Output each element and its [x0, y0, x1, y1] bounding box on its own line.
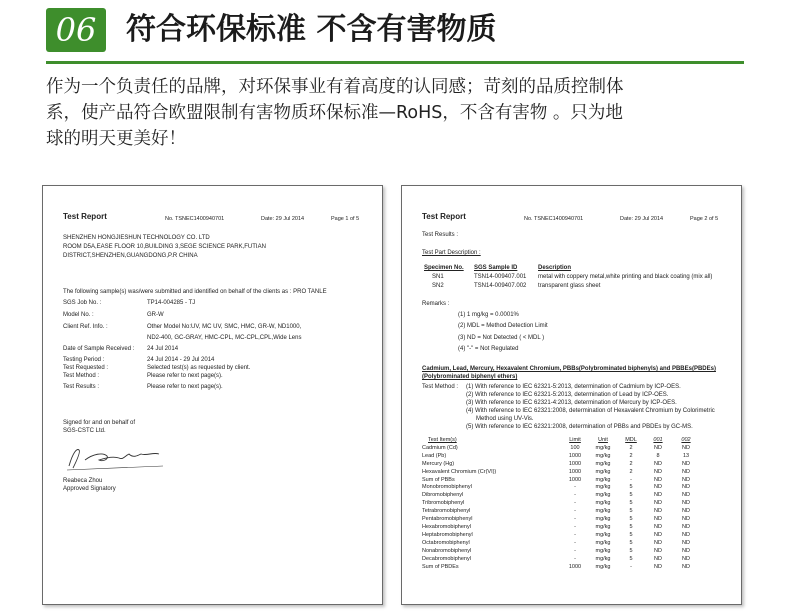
result-cell: -: [574, 516, 576, 523]
section-title: 符合环保标准 不含有害物质: [126, 12, 497, 47]
report-date: Date: 29 Jul 2014: [620, 216, 664, 222]
result-cell: ND: [682, 508, 690, 515]
field-value: ND2-400, GC-GRAY, HMC-CPL, MC-CPL,CPL,Wide Lens: [147, 335, 302, 341]
result-cell: ND: [654, 460, 662, 467]
report-title: Test Report: [63, 212, 107, 221]
result-cell: ND: [682, 444, 690, 451]
section-divider: [46, 61, 744, 64]
remarks-label: Remarks :: [422, 301, 450, 307]
result-cell: mg/kg: [595, 523, 611, 530]
result-cell: mg/kg: [595, 484, 611, 491]
test-item-cell: Decabromobiphenyl: [422, 555, 471, 562]
table-row: [422, 453, 700, 461]
test-item-cell: Heptabromobiphenyl: [422, 531, 473, 538]
table-row: [422, 524, 700, 532]
test-item-cell: Dibromobiphenyl: [422, 492, 464, 499]
field-label: Test Method :: [63, 373, 100, 379]
method-item: (5) With reference to IEC 62321:2008, determination of PBBs and PBDEs by GC-MS.: [466, 424, 693, 430]
field-value: 24 Jul 2014: [147, 346, 179, 352]
column-header: Unit: [598, 437, 608, 443]
report-number: No. TSNEC1400940701: [524, 216, 584, 222]
result-cell: 5: [629, 508, 633, 515]
field-label: Test Requested :: [63, 365, 109, 371]
result-cell: -: [574, 523, 576, 530]
result-cell: ND: [682, 531, 690, 538]
specimen-description: metal with coppery metal,white printing and black coating (mix all): [538, 274, 713, 280]
method-item: (1) With reference to IEC 62321-5:2013, determination of Cadmium by ICP-OES.: [466, 384, 681, 390]
table-row: [422, 484, 700, 492]
result-cell: ND: [654, 484, 662, 491]
result-cell: 2: [629, 468, 633, 475]
result-cell: ND: [682, 539, 690, 546]
result-cell: mg/kg: [595, 563, 611, 570]
field-label: Model No. :: [63, 312, 94, 318]
result-cell: 2: [629, 444, 633, 451]
method-item: Method using UV-Vis.: [476, 416, 534, 422]
result-cell: 2: [629, 452, 633, 459]
specimen-col-header: Specimen No.: [424, 265, 464, 271]
result-cell: 5: [629, 484, 633, 491]
report-date: Date: 29 Jul 2014: [261, 216, 305, 222]
intro-paragraph: [46, 74, 746, 152]
result-cell: -: [574, 508, 576, 515]
test-report-page-2: [401, 185, 742, 605]
result-cell: 1000: [568, 476, 582, 483]
results-table: [422, 437, 700, 571]
test-item-cell: Tetrabromobiphenyl: [422, 508, 471, 515]
section-number-badge: 06: [46, 8, 106, 52]
result-cell: mg/kg: [595, 531, 611, 538]
test-item-cell: Mercury (Hg): [422, 460, 455, 467]
result-cell: mg/kg: [595, 492, 611, 499]
result-cell: ND: [654, 523, 662, 530]
specimen-description: transparent glass sheet: [538, 283, 601, 289]
column-header: MDL: [625, 437, 637, 443]
result-cell: ND: [654, 492, 662, 499]
method-item: (2) With reference to IEC 62321-5:2013, determination of Lead by ICP-OES.: [466, 392, 669, 398]
result-cell: ND: [682, 563, 690, 570]
results-heading: Test Results :: [422, 232, 459, 238]
result-cell: ND: [654, 563, 662, 570]
result-cell: 5: [629, 516, 633, 523]
field-label: Client Ref. Info. :: [63, 324, 108, 330]
result-cell: ND: [654, 508, 662, 515]
result-cell: ND: [654, 531, 662, 538]
test-section-heading: (Polybrominated biphenyl ethers): [422, 374, 518, 380]
column-header: 002: [681, 437, 691, 443]
result-cell: 100: [570, 444, 580, 451]
test-item-cell: Nonabromobiphenyl: [422, 547, 472, 554]
remark-item: (3) ND = Not Detected ( < MDL ): [458, 335, 545, 341]
result-cell: 1000: [568, 468, 582, 475]
client-address: DISTRICT,SHENZHEN,GUANGDONG,P.R CHINA: [63, 253, 198, 259]
table-row: [422, 532, 700, 540]
result-cell: -: [574, 484, 576, 491]
result-cell: -: [630, 563, 632, 570]
remark-item: (1) 1 mg/kg = 0.0001%: [458, 312, 519, 318]
test-item-cell: Pentabromobiphenyl: [422, 516, 473, 523]
result-cell: ND: [682, 476, 690, 483]
result-cell: mg/kg: [595, 468, 611, 475]
result-cell: ND: [682, 460, 690, 467]
test-item-cell: Hexavalent Chromium (Cr(VI)): [422, 468, 497, 475]
table-row: [422, 540, 700, 548]
table-row: [422, 548, 700, 556]
result-cell: mg/kg: [595, 460, 611, 467]
result-cell: ND: [682, 492, 690, 499]
result-cell: mg/kg: [595, 547, 611, 554]
intro-line: 球的明天更美好！: [46, 129, 186, 149]
table-row: [422, 469, 700, 477]
result-cell: 5: [629, 539, 633, 546]
result-cell: mg/kg: [595, 500, 611, 507]
field-label: Test Results :: [63, 384, 100, 390]
result-cell: ND: [682, 523, 690, 530]
result-cell: ND: [682, 547, 690, 554]
result-cell: 1000: [568, 452, 582, 459]
result-cell: 5: [629, 555, 633, 562]
result-cell: mg/kg: [595, 444, 611, 451]
field-value: Other Model No:UV, MC UV, SMC, HMC, GR-W, ND1000,: [147, 324, 302, 330]
result-cell: mg/kg: [595, 508, 611, 515]
method-item: (3) With reference to IEC 62321-4:2013, determination of Mercury by ICP-OES.: [466, 400, 677, 406]
signature-image: [63, 440, 173, 474]
test-item-cell: Octabromobiphenyl: [422, 539, 470, 546]
result-cell: ND: [654, 547, 662, 554]
table-row: [422, 564, 700, 572]
results-header-row: [422, 437, 700, 445]
test-item-cell: Sum of PBBs: [422, 476, 455, 483]
specimen-col-header: Description: [538, 265, 572, 271]
result-cell: ND: [654, 500, 662, 507]
column-header: Test Item(s): [428, 437, 457, 443]
field-value: Please refer to next page(s).: [147, 373, 223, 379]
intro-line: 作为一个负责任的品牌，对环保事业有着高度的认同感；苛刻的品质控制体: [46, 77, 624, 97]
result-cell: 2: [629, 460, 633, 467]
signer-title: Approved Signatory: [63, 486, 116, 492]
test-item-cell: Hexabromobiphenyl: [422, 523, 471, 530]
result-cell: ND: [682, 468, 690, 475]
result-cell: ND: [682, 516, 690, 523]
result-cell: ND: [654, 468, 662, 475]
table-row: [422, 516, 700, 524]
test-item-cell: Lead (Pb): [422, 452, 447, 459]
result-cell: -: [574, 547, 576, 554]
test-item-cell: Sum of PBDEs: [422, 563, 459, 570]
test-item-cell: Monobromobiphenyl: [422, 484, 472, 491]
specimen-col-header: SGS Sample ID: [474, 265, 518, 271]
test-item-cell: Cadmium (Cd): [422, 444, 458, 451]
table-row: [422, 500, 700, 508]
result-cell: 5: [629, 523, 633, 530]
report-page-number: Page 2 of 5: [690, 216, 719, 222]
field-value: Selected test(s) as requested by client.: [147, 365, 251, 371]
result-cell: ND: [654, 555, 662, 562]
remark-item: (2) MDL = Method Detection Limit: [458, 323, 548, 329]
result-cell: 8: [656, 452, 660, 459]
specimen-id: TSN14-009407.001: [474, 274, 527, 280]
table-row: [422, 556, 700, 564]
result-cell: -: [574, 531, 576, 538]
field-value: 24 Jul 2014 - 29 Jul 2014: [147, 357, 215, 363]
report-page-number: Page 1 of 5: [331, 216, 360, 222]
test-item-cell: Tribromobiphenyl: [422, 500, 465, 507]
result-cell: 1000: [568, 460, 582, 467]
sample-statement: The following sample(s) was/were submitted and identified on behalf of the clients as : PRO TANLE: [63, 289, 327, 295]
report-number: No. TSNEC1400940701: [165, 216, 225, 222]
test-report-page-1: [42, 185, 383, 605]
table-row: [422, 477, 700, 485]
result-cell: ND: [654, 476, 662, 483]
result-cell: 13: [682, 452, 690, 459]
method-label: Test Method :: [422, 384, 459, 390]
result-cell: mg/kg: [595, 555, 611, 562]
table-row: [422, 508, 700, 516]
result-cell: mg/kg: [595, 476, 611, 483]
result-cell: ND: [682, 500, 690, 507]
result-cell: 1000: [568, 563, 582, 570]
result-cell: ND: [654, 539, 662, 546]
result-cell: -: [630, 476, 632, 483]
signed-on-behalf: Signed for and on behalf of: [63, 420, 136, 426]
report-title: Test Report: [422, 212, 466, 221]
result-cell: ND: [654, 444, 662, 451]
result-cell: -: [574, 500, 576, 507]
client-address: ROOM D5A,EASE FLOOR 10,BUILDING 3,SEGE SCIENCE PARK,FUTIAN: [63, 244, 266, 250]
field-value: TP14-004285 - TJ: [147, 300, 196, 306]
field-value: GR-W: [147, 312, 164, 318]
column-header: Limit: [569, 437, 581, 443]
method-item: (4) With reference to IEC 62321:2008, determination of Hexavalent Chromium by Colorimetric: [466, 408, 715, 414]
specimen-no: SN2: [432, 283, 444, 289]
table-row: [422, 445, 700, 453]
field-label: Date of Sample Received :: [63, 346, 135, 352]
part-description-heading: Test Part Description :: [422, 250, 481, 256]
field-value: Please refer to next page(s).: [147, 384, 223, 390]
result-cell: -: [574, 492, 576, 499]
signing-company: SGS-CSTC Ltd.: [63, 428, 106, 434]
column-header: 001: [653, 437, 663, 443]
result-cell: -: [574, 555, 576, 562]
client-name: SHENZHEN HONGJIESHUN TECHNOLOGY CO. LTD: [63, 235, 210, 241]
specimen-id: TSN14-009407.002: [474, 283, 527, 289]
remark-item: (4) "-" = Not Regulated: [458, 346, 519, 352]
result-cell: 5: [629, 500, 633, 507]
result-cell: 5: [629, 547, 633, 554]
table-row: [422, 492, 700, 500]
result-cell: mg/kg: [595, 539, 611, 546]
result-cell: -: [574, 539, 576, 546]
result-cell: ND: [654, 516, 662, 523]
result-cell: ND: [682, 484, 690, 491]
signer-name: Reabeca Zhou: [63, 478, 103, 484]
result-cell: 5: [629, 531, 633, 538]
result-cell: 5: [629, 492, 633, 499]
result-cell: ND: [682, 555, 690, 562]
test-section-heading: Cadmium, Lead, Mercury, Hexavalent Chromium, PBBs(Polybrominated biphenyls) and PBBEs(PBDEs): [422, 366, 716, 372]
field-label: SGS Job No. :: [63, 300, 102, 306]
table-row: [422, 461, 700, 469]
result-cell: mg/kg: [595, 452, 611, 459]
specimen-no: SN1: [432, 274, 444, 280]
field-label: Testing Period :: [63, 357, 105, 363]
result-cell: mg/kg: [595, 516, 611, 523]
intro-line: 系，使产品符合欧盟限制有害物质环保标准—RoHS，不含有害物 。只为地: [46, 103, 623, 123]
